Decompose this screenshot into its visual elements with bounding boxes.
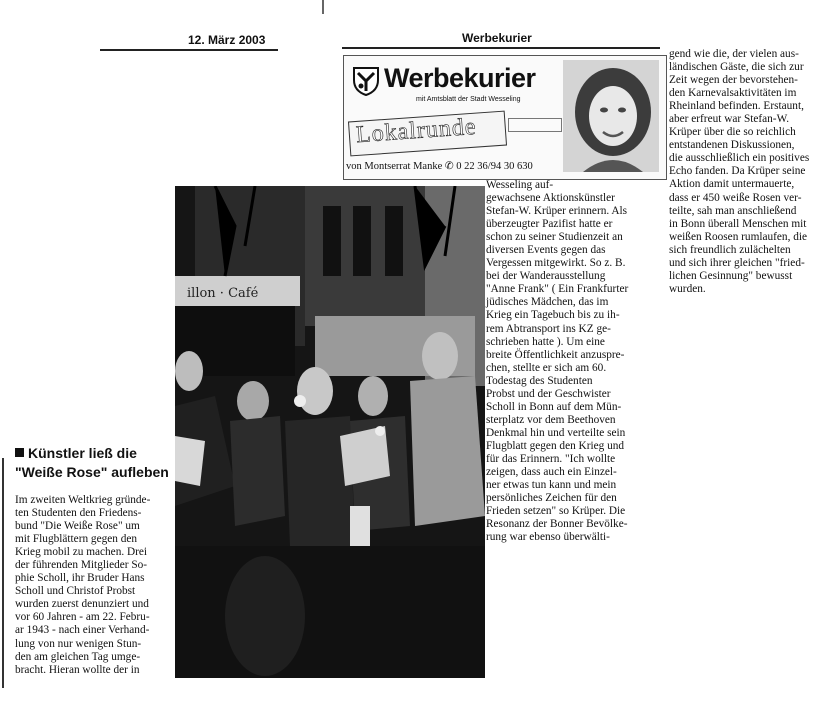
city-crest-icon	[352, 66, 380, 96]
issue-date: 12. März 2003	[188, 33, 266, 47]
author-contact: von Montserrat Manke ✆ 0 22 36/94 30 630	[346, 161, 533, 172]
scan-edge-mark	[322, 0, 324, 14]
header-rule-right	[342, 47, 660, 49]
section-label: Lokalrunde	[355, 113, 478, 149]
article-column-1: Im zweiten Weltkrieg gründe- ten Studenten den Friedens- bund "Die Weiße Rose" um mit Flugblättern gegen den Krieg mobil zu machen. Drei der führenden Mitglieder So- phie Scholl, ihr Bruder Hans Scholl und Christof Probst wurden zuerst denunziert und vor 60 Jahren - am 22. Febru- ar 1943 - nach einer Verhand- lung von nur wenigen Stun- den am gleichen Tag umge- bracht. Hieran wollte der in	[15, 494, 151, 676]
masthead-subtitle: mit Amtsblatt der Stadt Wesseling	[416, 96, 521, 103]
article-column-3: gend wie die, der vielen aus- ländischen Gäste, die sich zur Zeit wegen der bevorstehen- den Karnevalsaktivitäten im Rheinland befinden. Erstaunt, aber erfreut war Stefan-W. Krüper über die so reichlich entstandenen Diskussionen, die ausschließlich ein positives Echo fanden. Da Krüper seine Aktion damit untermauerte, dass er 450 weiße Rosen ver- teilte, sah man anschließend in Bonn überall Menschen mit weißen Roosen rumlaufen, die sich freundlich zulächelten und sich ihrer gleichen "fried- lichen Gesinnung" bewusst wurden.	[669, 48, 810, 295]
masthead-brand: Werbekurier	[384, 63, 536, 93]
photo-sign-text: illon · Café	[187, 286, 259, 301]
scan-edge-bar	[2, 458, 4, 688]
article-column-2: Wesseling auf- gewachsene Aktionskünstler Stefan-W. Krüper erinnern. Als überzeugter Pazifist hatte er schon zu seiner Studienzeit an diversen Events gegen das Vergessen mitgewirkt. So z. B. bei der Wanderausstellung "Anne Frank" ( Ein Frankfurter jüdisches Mädchen, das im Krieg ein Tagebuch bis zu ih- rem Abtransport ins KZ ge- schrieben hatte ). Um eine breite Öffentlichkeit anzuspre- chen, stellte er sich am 60. Todestag des Studenten Probst und der Geschwister Scholl in Bonn auf dem Mün- sterplatz vor dem Beethoven Denkmal hin und verteilte sein Flugblatt gegen den Krieg und für das Erinnern. "Ich wollte zeigen, dass auch ein Einzel- ner etwas tun kann und mein persönliches Zeichen für den Frieden setzen" so Krüper. Die Resonanz der Bonner Bevölke- rung war ebenso überwälti-	[486, 179, 629, 544]
article-photo	[175, 186, 485, 678]
bullet-square-icon	[15, 448, 24, 457]
author-portrait	[563, 60, 659, 172]
headline-line-1: Künstler ließ die	[28, 445, 137, 461]
publication-name: Werbekurier	[462, 31, 532, 45]
header-rule-left	[100, 49, 278, 51]
headline-line-2: "Weiße Rose" aufleben	[15, 464, 169, 480]
article-headline	[15, 444, 169, 482]
fine-print-box	[508, 118, 562, 132]
